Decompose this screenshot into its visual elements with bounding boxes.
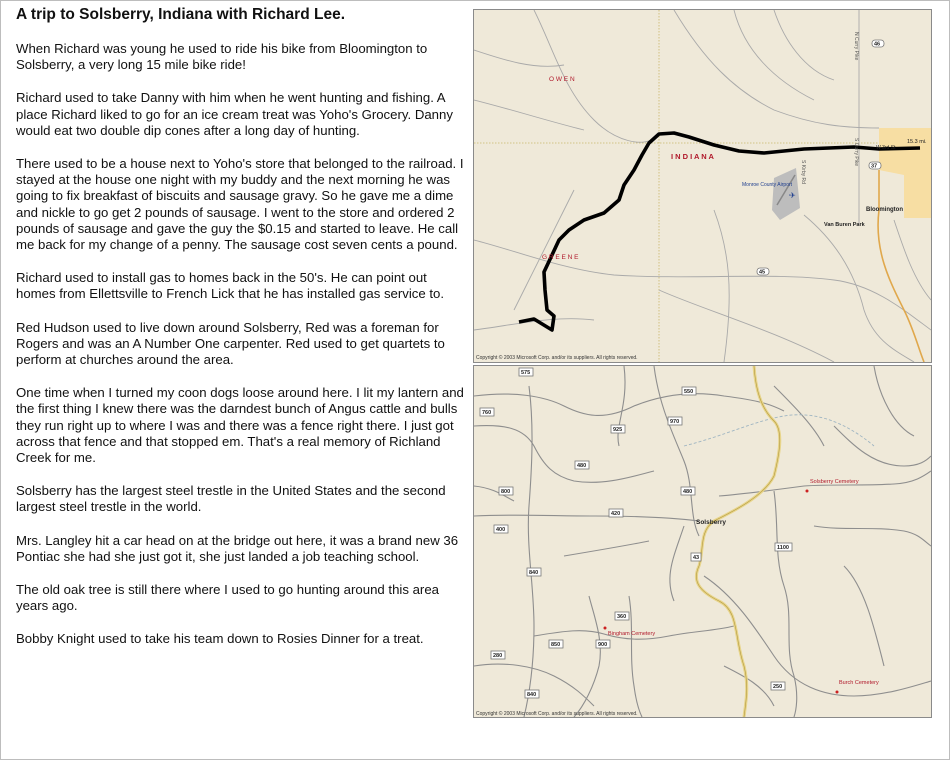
distance-label: 15.3 mi. — [907, 139, 927, 145]
article-paragraph: Solsberry has the largest steel trestle in the United States and the second largest steel trestle in the world. — [16, 483, 446, 515]
route-45-shield — [757, 268, 769, 276]
svg-text:1100: 1100 — [777, 545, 789, 551]
county-label-owen: O W E N — [549, 76, 575, 83]
cemetery-marker — [806, 490, 809, 493]
state-label: I N D I A N A — [671, 152, 714, 161]
article-paragraph: Bobby Knight used to take his team down to Rosies Dinner for a treat. — [16, 631, 424, 647]
route-46-shield — [872, 40, 884, 48]
airport-area — [772, 168, 800, 220]
road-label-kirby: S Kirby Rd — [800, 160, 806, 184]
airport-label: Monroe County Airport — [742, 182, 793, 188]
route-overview-map-graphic — [474, 10, 931, 362]
svg-text:970: 970 — [670, 419, 680, 425]
svg-text:800: 800 — [501, 489, 511, 495]
route-shield-480 — [575, 461, 589, 469]
route-shield-400 — [494, 525, 508, 533]
article-paragraph: Red Hudson used to live down around Solsberry, Red was a foreman for Rogers and was an A Number One carpenter. Red used to get quartets to perform at churches around the area. — [16, 319, 445, 368]
city-label: Bloomington — [866, 207, 903, 213]
cemetery-label-solsberry: Solsberry Cemetery — [810, 479, 859, 485]
route-shield-800 — [499, 487, 513, 495]
route-shield-925 — [611, 425, 625, 433]
town-label: Solsberry — [696, 519, 726, 526]
route-shield-760 — [480, 408, 494, 416]
article-paragraph: Richard used to install gas to homes back in the 50's. He can point out homes from Ellettsville to French Lick that he has installed gas service to. — [16, 270, 445, 302]
minor-roads — [474, 10, 931, 362]
route-overview-map — [473, 9, 932, 363]
svg-text:480: 480 — [683, 489, 693, 495]
svg-text:280: 280 — [493, 653, 503, 659]
svg-text:760: 760 — [482, 410, 492, 416]
article-paragraph: When Richard was young he used to ride his bike from Bloomington to Solsberry, a very long 15 mile bike ride! — [16, 41, 428, 73]
svg-text:575: 575 — [521, 370, 531, 376]
svg-text:840: 840 — [529, 570, 539, 576]
article-paragraph: There used to be a house next to Yoho's store that belonged to the railroad. I stayed at the house one night with my buddy and the next morning he was going to fix breakfast of biscuits and sausage gravy. So he gave me a dime and nickle to go get 2 pounds of sausage. I went to the store and ordered 2 pounds of sausage and gave the guy the $0.15 and started to leave. He call me back for my change of a penny. The sausage cost seven cents a pound. — [16, 156, 464, 253]
route-shield-550 — [682, 387, 696, 395]
route-shield-480 — [681, 487, 695, 495]
svg-text:420: 420 — [611, 511, 621, 517]
svg-text:850: 850 — [551, 642, 561, 648]
highway-37 — [878, 210, 924, 362]
route-shield-360 — [615, 612, 629, 620]
article-paragraph: One time when I turned my coon dogs loose around here. I lit my lantern and the first thing I knew there was the darndest bunch of Angus cattle and bulls they run right up to where I was and there was a fence right there. I just got across that fence and that stopped em. That's a real memory of Richland Creek for me. — [16, 385, 464, 466]
svg-text:480: 480 — [577, 463, 587, 469]
route-shield-250 — [771, 682, 785, 690]
article-paragraph: The old oak tree is still there where I used to go hunting around this area years ago. — [16, 582, 439, 614]
road-label-3rd: W 3rd St — [876, 145, 896, 151]
route-shield-420 — [609, 509, 623, 517]
route-shield-900 — [596, 640, 610, 648]
article-paragraph: Mrs. Langley hit a car head on at the bridge out here, it was a brand new 36 Pontiac she had she just got it, she just landed a job teaching school. — [16, 532, 459, 564]
article-title: A trip to Solsberry, Indiana with Richard Lee. — [16, 6, 345, 23]
map-copyright: Copyright © 2003 Microsoft Corp. and/or its suppliers. All rights reserved. — [476, 355, 638, 361]
route-shield-850 — [549, 640, 563, 648]
solsberry-detail-map-graphic — [474, 366, 931, 717]
svg-text:37: 37 — [871, 163, 878, 170]
svg-text:900: 900 — [598, 642, 608, 648]
svg-text:400: 400 — [496, 527, 506, 533]
highway-43 — [696, 366, 779, 717]
article-paragraph: Richard used to take Danny with him when he went hunting and fishing. A place Richard liked to go for an ice cream treat was Yoho's Grocery. Danny would eat two double dip cones after a long day of hunting. — [16, 90, 453, 138]
cemetery-label-bingham: Bingham Cemetery — [608, 631, 656, 637]
route-shield-43 — [691, 553, 701, 561]
svg-text:925: 925 — [613, 427, 623, 433]
cemetery-label-burch: Burch Cemetery — [839, 680, 879, 686]
route-shields — [480, 368, 792, 698]
solsberry-detail-map — [473, 365, 932, 718]
article — [16, 6, 466, 665]
route-shield-970 — [668, 417, 682, 425]
svg-text:360: 360 — [617, 614, 627, 620]
route-shield-840 — [525, 690, 539, 698]
svg-text:840: 840 — [527, 692, 537, 698]
svg-text:46: 46 — [874, 41, 881, 48]
route-shield-1100 — [775, 543, 792, 551]
route-37-shield — [869, 162, 881, 170]
route-shield-280 — [491, 651, 505, 659]
route-shield-575 — [519, 368, 533, 376]
cemetery-marker — [604, 627, 607, 630]
road-label-curry-north: N Curry Pike — [853, 32, 859, 61]
svg-text:250: 250 — [773, 684, 783, 690]
airport-icon: ✈ — [789, 191, 796, 200]
svg-text:45: 45 — [759, 269, 766, 276]
svg-text:550: 550 — [684, 389, 694, 395]
svg-text:43: 43 — [693, 555, 700, 561]
county-label-greene: G R E E N E — [542, 254, 579, 261]
route-shield-840 — [527, 568, 541, 576]
park-label: Van Buren Park — [824, 222, 865, 228]
map-copyright: Copyright © 2003 Microsoft Corp. and/or its suppliers. All rights reserved. — [476, 711, 638, 717]
cemetery-marker — [836, 691, 839, 694]
road-label-curry-south: S Curry Pike — [853, 138, 859, 167]
